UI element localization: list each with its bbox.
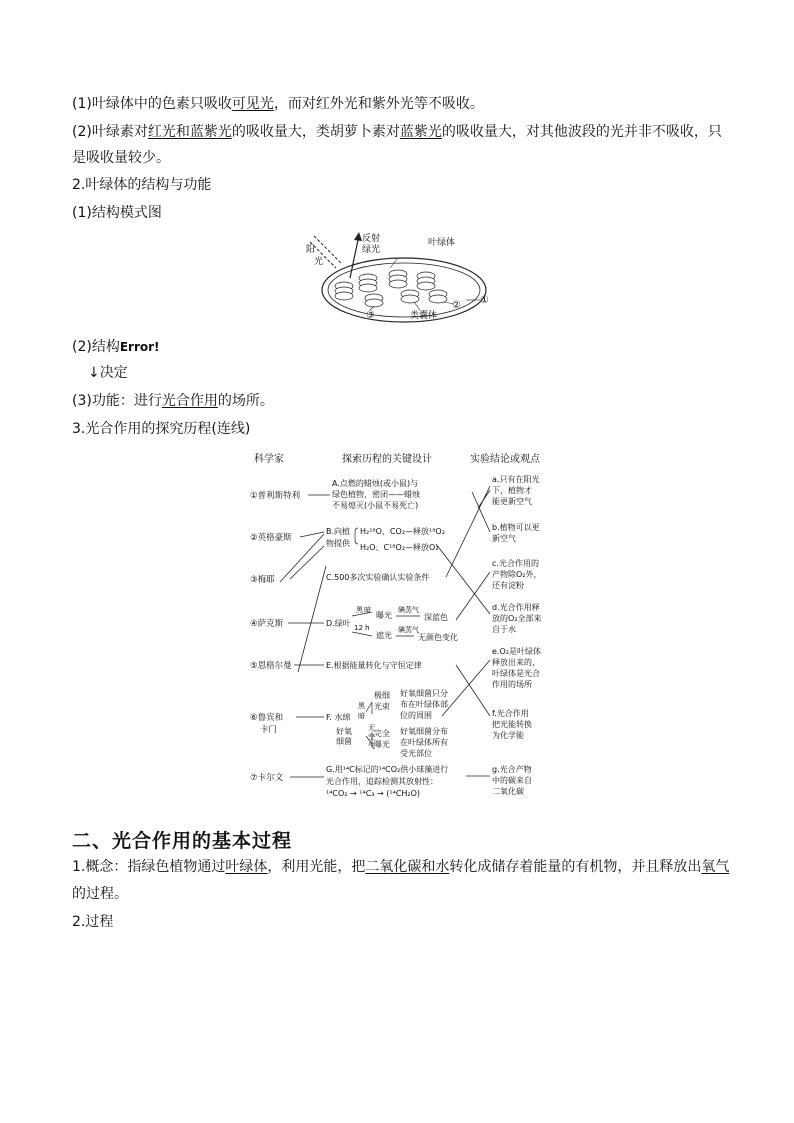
scientist-4: ④萨克斯 (250, 619, 284, 629)
design-g-1: G.用¹⁴C标记的¹⁴CO₂供小球藻进行 (326, 765, 449, 774)
result-a-1: a.只有在阳光 (492, 475, 540, 484)
scientist-3: ③梅耶 (250, 575, 275, 585)
result-f-2: 把光能转换 (492, 720, 532, 729)
label-circle-1: ① (480, 295, 489, 306)
design-d-hours: 12 h (354, 624, 370, 632)
design-b-1: B.向植 (326, 527, 351, 536)
design-f-2: 好氧 (336, 727, 352, 736)
label-thylakoid: 类囊体 (410, 311, 438, 321)
section-heading-basic-process: 二、光合作用的基本过程 (72, 830, 293, 852)
design-a-1: A.点燃的蜡烛(或小鼠)与 (332, 479, 419, 488)
section-structure-function: 2.叶绿体的结构与功能 (72, 177, 212, 193)
structure-line: (2)结构Error! (72, 339, 160, 355)
design-a-2: 绿色植物，密闭——蜡烛 (332, 490, 420, 499)
design-f-air2: 空 (368, 733, 375, 741)
design-e: E.根据能量转化与守恒定律 (326, 661, 422, 670)
design-f-beam1: 极细 (374, 691, 390, 700)
design-f-1: F. 水绵 (326, 713, 351, 722)
design-d-result1: 深蓝色 (424, 613, 448, 622)
matching-diagram (246, 446, 576, 806)
scientist-5: ⑤恩格尔曼 (250, 661, 292, 671)
design-d-dark2: 暗 (364, 606, 371, 614)
design-b-4: H₂O、C¹⁸O₂—释放O₂ (360, 543, 439, 552)
result-c-2: 产物除O₂外， (492, 570, 542, 579)
design-d-shade: 遮光 (376, 631, 392, 640)
scientist-1: ①普利斯特利 (250, 491, 301, 501)
section-research-history: 3.光合作用的探究历程(连线) (72, 421, 251, 437)
design-d-iodine2: 碘蒸气 (398, 626, 419, 634)
result-b-1: b.植物可以更 (492, 523, 540, 532)
scientist-6: ⑥鲁宾和 (250, 713, 284, 723)
result-g-3: 二氧化碳 (492, 787, 524, 796)
design-f-res5: 在叶绿体所有 (400, 738, 448, 747)
design-f-res3: 位的周围 (400, 711, 432, 720)
design-f-dark2: 暗 (358, 712, 365, 720)
design-b-3: H₂¹⁸O、CO₂—释放¹⁸O₂ (360, 527, 445, 536)
label-sunlight-2: 光 (314, 257, 324, 267)
result-e-2: 释放出来的， (492, 658, 540, 667)
design-g-3: ¹⁴CO₂ → ¹⁴C₃ → (¹⁴CH₂O) (326, 789, 421, 798)
result-e-4: 作用的场所 (492, 680, 532, 689)
design-d-expose: 曝光 (376, 611, 392, 620)
result-a-3: 能更新空气 (492, 497, 532, 506)
design-f-3: 细菌 (336, 737, 352, 746)
result-b-2: 新空气 (492, 534, 516, 543)
header-scientist: 科学家 (254, 454, 284, 465)
result-c-1: c.光合作用的 (492, 559, 539, 568)
paragraph-chlorophyll-cont: 是吸收量较少。 (72, 150, 170, 166)
result-d-1: d.光合作用释 (492, 603, 540, 612)
result-d-2: 放的O₂全部来 (492, 614, 542, 623)
result-e-1: e.O₂是叶绿体 (492, 647, 541, 656)
result-g-1: g.光合产物 (492, 765, 532, 774)
label-circle-2: ② (452, 300, 461, 311)
result-a-2: 下，植物才 (492, 486, 532, 495)
design-c: C.500多次实验确认实验条件 (326, 573, 430, 582)
design-d-dark1: 黑 (356, 606, 363, 614)
design-f-air1: 无 (368, 724, 375, 732)
decide-arrow: ↓决定 (88, 365, 128, 381)
design-f-full2: 曝光 (374, 740, 390, 749)
design-f-full1: 完全 (374, 729, 390, 738)
chloroplast-diagram (302, 228, 498, 326)
concept-line: 1.概念：指绿色植物通过叶绿体，利用光能，把二氧化碳和水转化成储存着能量的有机物，并且释放出氧气 (72, 859, 730, 875)
header-design: 探索历程的关键设计 (342, 454, 432, 465)
design-d-1: D.绿叶 (326, 619, 351, 628)
label-reflect-1: 反射 (362, 234, 381, 244)
paragraph-chlorophyll-absorption: (2)叶绿素对红光和蓝紫光的吸收量大，类胡萝卜素对蓝紫光的吸收量大，对其他波段的光并非不吸收，只 (72, 124, 722, 140)
result-f-1: f.光合作用 (492, 709, 529, 718)
design-f-res2: 布在叶绿体部 (400, 700, 448, 709)
design-f-res4: 好氧细菌分布 (400, 727, 448, 736)
label-reflect-2: 绿光 (362, 245, 381, 255)
design-f-res1: 好氧细菌只分 (400, 689, 448, 698)
label-chloroplast: 叶绿体 (428, 238, 456, 248)
label-sunlight-1: 阳 (306, 245, 316, 255)
paragraph-pigment-absorption: (1)叶绿体中的色素只吸收可见光，而对红外光和紫外光等不吸收。 (72, 96, 484, 112)
result-d-3: 自于水 (492, 625, 516, 634)
design-d-result2: 无颜色变化 (418, 633, 458, 642)
design-d-iodine1: 碘蒸气 (398, 606, 419, 614)
concept-line-cont: 的过程。 (72, 886, 128, 902)
subsection-model-diagram: (1)结构模式图 (72, 205, 162, 221)
label-circle-3: ③ (366, 310, 375, 321)
design-f-air3: 气 (368, 742, 375, 750)
result-f-3: 为化学能 (492, 731, 524, 740)
scientist-2: ②英格豪斯 (250, 533, 292, 543)
result-g-2: 中的碳来自 (492, 776, 532, 785)
scientist-7: ⑦卡尔文 (250, 773, 284, 783)
design-f-dark1: 黑 (358, 702, 365, 710)
design-f-res6: 受光部位 (400, 749, 432, 758)
result-e-3: 叶绿体是光合 (492, 669, 540, 678)
process-heading: 2.过程 (72, 914, 114, 930)
design-f-beam2: 光束 (374, 702, 390, 711)
design-g-2: 光合作用，追踪检测其放射性： (326, 777, 438, 786)
scientist-6b: 卡门 (260, 725, 278, 735)
design-b-2: 物提供 (326, 539, 350, 548)
result-c-3: 还有淀粉 (492, 581, 524, 590)
header-conclusion: 实验结论或观点 (470, 454, 540, 465)
design-a-3: 不易熄灭(小鼠不易死亡) (332, 501, 419, 510)
function-line: (3)功能：进行光合作用的场所。 (72, 393, 274, 409)
